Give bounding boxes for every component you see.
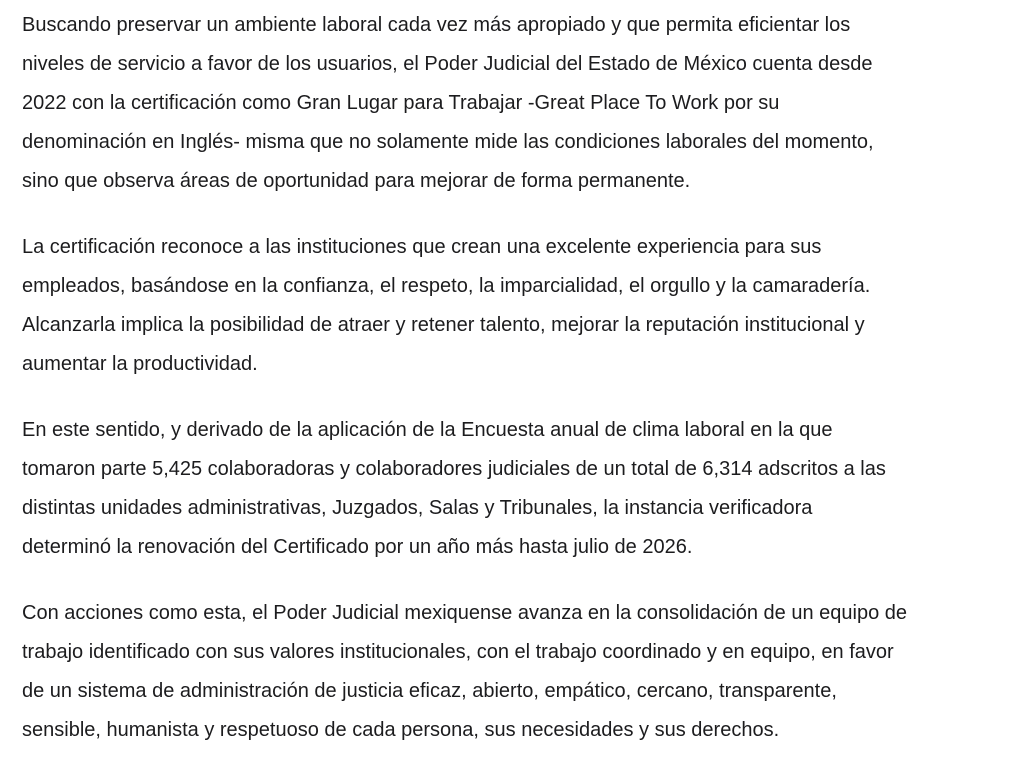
paragraph-certification-intro: [22, 6, 1006, 201]
text-line: Con acciones como esta, el Poder Judicial mexiquense avanza en la consolidación de un equipo de: [22, 602, 908, 624]
text-line: En este sentido, y derivado de la aplicación de la Encuesta anual de clima laboral en la que: [22, 419, 833, 441]
text-line: tomaron parte 5,425 colaboradoras y colaboradores judiciales de un total de 6,314 adscritos a las: [22, 458, 886, 480]
text-line: sino que observa áreas de oportunidad para mejorar de forma permanente.: [22, 170, 691, 192]
text-line: Buscando preservar un ambiente laboral cada vez más apropiado y que permita eficientar los: [22, 14, 851, 36]
text-line: trabajo identificado con sus valores institucionales, con el trabajo coordinado y en equipo, en favor: [22, 641, 894, 663]
paragraph-closing: [22, 594, 1006, 750]
paragraph-survey-renewal: [22, 411, 1006, 567]
text-line: determinó la renovación del Certificado por un año más hasta julio de 2026.: [22, 536, 693, 558]
text-line: aumentar la productividad.: [22, 353, 258, 375]
text-line: denominación en Inglés- misma que no solamente mide las condiciones laborales del momento,: [22, 131, 874, 153]
text-line: distintas unidades administrativas, Juzgados, Salas y Tribunales, la instancia verificadora: [22, 497, 813, 519]
text-line: La certificación reconoce a las instituciones que crean una excelente experiencia para sus: [22, 236, 822, 258]
text-line: 2022 con la certificación como Gran Lugar para Trabajar -Great Place To Work por su: [22, 92, 780, 114]
text-line: empleados, basándose en la confianza, el respeto, la imparcialidad, el orgullo y la camaradería.: [22, 275, 871, 297]
text-line: de un sistema de administración de justicia eficaz, abierto, empático, cercano, transparente,: [22, 680, 837, 702]
paragraph-certification-recognition: [22, 228, 1006, 384]
text-line: Alcanzarla implica la posibilidad de atraer y retener talento, mejorar la reputación institucional y: [22, 314, 865, 336]
text-line: sensible, humanista y respetuoso de cada persona, sus necesidades y sus derechos.: [22, 719, 780, 741]
text-line: niveles de servicio a favor de los usuarios, el Poder Judicial del Estado de México cuenta desde: [22, 53, 873, 75]
